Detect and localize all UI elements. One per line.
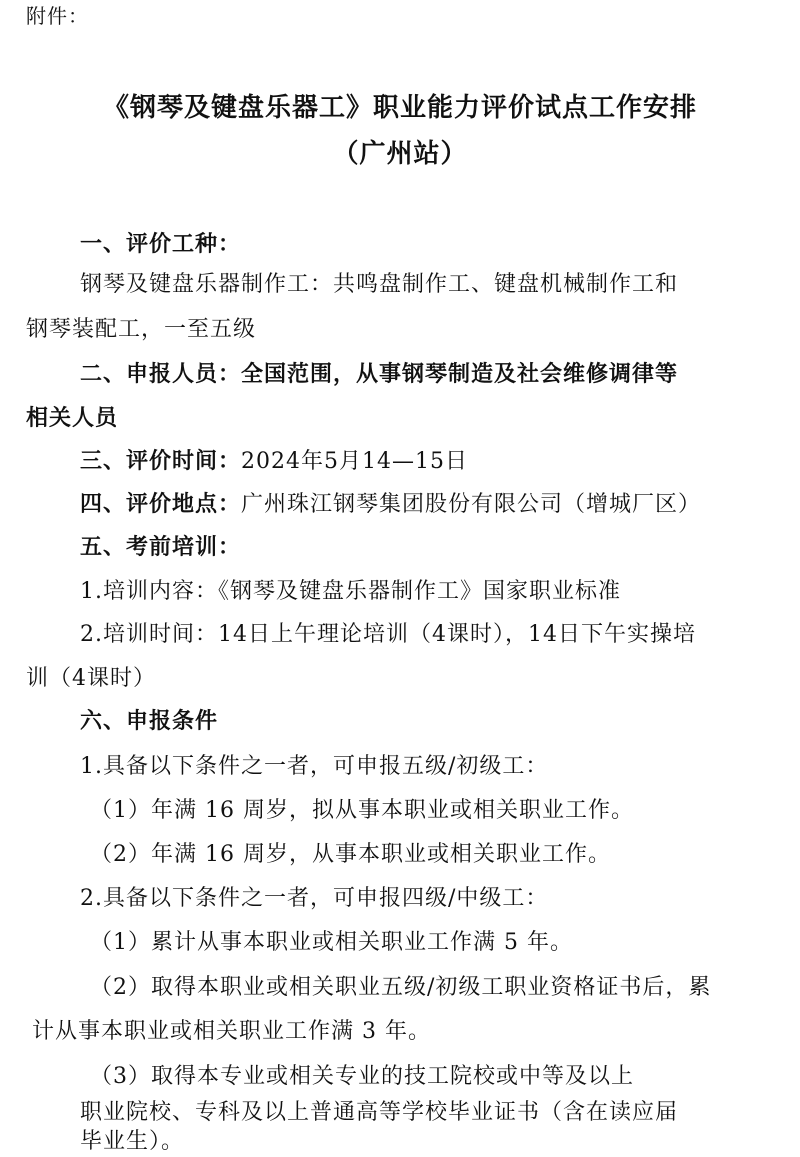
section-3-row — [80, 447, 468, 477]
condition-2-b-line-1: （2）取得本职业或相关职业五级/初级工职业资格证书后，累 — [90, 975, 712, 1000]
condition-2-a: （1）累计从事本职业或相关职业工作满 5 年。 — [90, 930, 573, 955]
section-3-heading: 三、评价时间： — [80, 449, 242, 474]
section-4-heading: 四、评价地点： — [80, 492, 242, 517]
training-content: 1.培训内容：《钢琴及键盘乐器制作工》国家职业标准 — [80, 579, 621, 604]
condition-2: 2.具备以下条件之一者，可申报四级/中级工： — [80, 886, 549, 911]
condition-1-a: （1）年满 16 周岁，拟从事本职业或相关职业工作。 — [90, 798, 634, 823]
section-1-body-line-1: 钢琴及键盘乐器制作工：共鸣盘制作工、键盘机械制作工和 — [80, 272, 679, 297]
section-2-heading-line-1: 二、申报人员：全国范围，从事钢琴制造及社会维修调律等 — [80, 362, 679, 387]
document-title: 《钢琴及键盘乐器工》职业能力评价试点工作安排 — [102, 93, 697, 123]
condition-2-c-line-2: 职业院校、专科及以上普通高等学校毕业证书（含在读应届 — [80, 1100, 679, 1125]
section-5-heading: 五、考前培训： — [80, 535, 242, 560]
attachment-label: 附件： — [26, 4, 89, 28]
section-4-row — [80, 490, 701, 520]
condition-1: 1.具备以下条件之一者，可申报五级/初级工： — [80, 754, 549, 779]
section-1-heading: 一、评价工种： — [80, 232, 242, 257]
condition-1-b: （2）年满 16 周岁，从事本职业或相关职业工作。 — [90, 842, 611, 867]
document-subtitle: （广州站） — [332, 139, 468, 169]
evaluation-date: 2024年5月14—15日 — [241, 449, 468, 474]
section-1-body-line-2: 钢琴装配工，一至五级 — [26, 317, 257, 342]
condition-2-c-line-3: 毕业生）。 — [80, 1129, 185, 1154]
section-6-heading: 六、申报条件 — [80, 709, 219, 734]
condition-2-b-line-2: 计从事本职业或相关职业工作满 3 年。 — [32, 1019, 431, 1044]
section-2-heading-line-2: 相关人员 — [26, 406, 119, 431]
condition-2-c-line-1: （3）取得本专业或相关专业的技工院校或中等及以上 — [90, 1064, 634, 1089]
evaluation-location: 广州珠江钢琴集团股份有限公司（增城厂区） — [241, 492, 702, 517]
training-time-line-2: 训（4课时） — [26, 666, 156, 691]
training-time-line-1: 2.培训时间：14日上午理论培训（4课时），14日下午实操培 — [80, 622, 696, 647]
